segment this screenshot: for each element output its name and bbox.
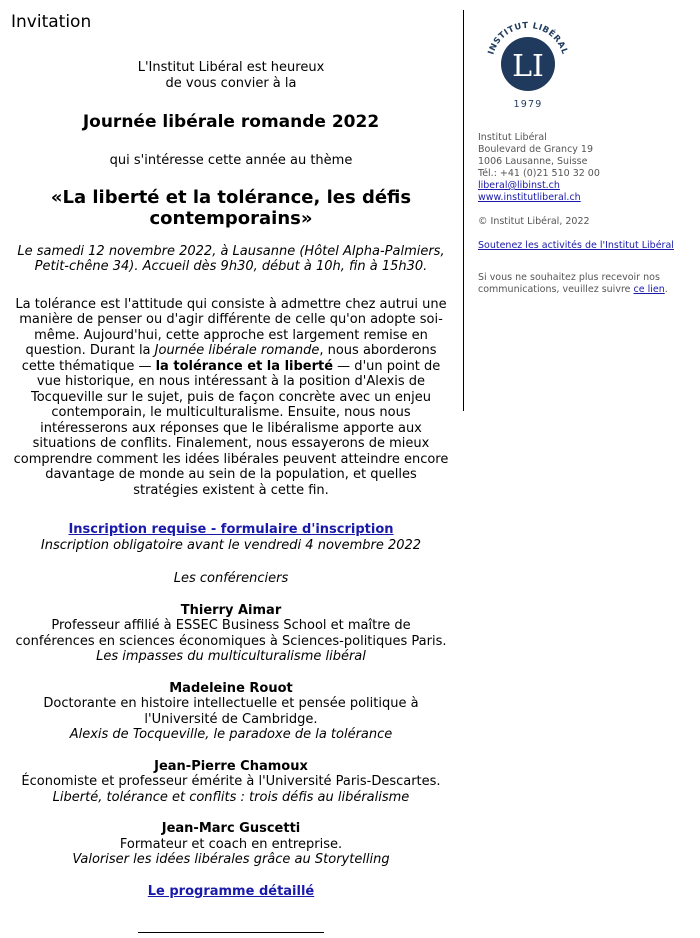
contact-block [478,132,678,204]
logo-letter: LI [512,49,544,84]
copyright: © Institut Libéral, 2022 [478,216,590,227]
registration-note: Inscription obligatoire avant le vendredi 4 novembre 2022 [40,537,422,553]
page-title: Invitation [11,12,92,32]
column-divider [463,10,464,411]
org-name: Institut Libéral [478,132,547,143]
description-paragraph [12,297,450,499]
address-line-2: 1006 Lausanne, Suisse [478,156,588,167]
speaker-card [12,821,450,868]
description-bold: la tolérance et la liberté [155,358,334,374]
speaker-card [12,681,450,743]
speaker-talk: Liberté, tolérance et conflits : trois défis au libéralisme [52,789,410,805]
bottom-divider [138,932,324,933]
email-link[interactable]: liberal@libinst.ch [478,180,560,191]
sidebar [478,12,678,306]
speaker-talk: Valoriser les idées libérales grâce au Storytelling [72,852,390,867]
speaker-bio: Professeur affilié à ESSEC Business School et maître de conférences en sciences économiques à Sciences-politiques Paris. [15,618,447,649]
institut-liberal-logo [478,12,578,112]
event-details: Le samedi 12 novembre 2022, à Lausanne (Hôtel Alpha-Palmiers, Petit-chêne 34). Accueil dès 9h30, début à 10h, fin à 15h30. [17,243,445,274]
program-link[interactable]: Le programme détaillé [147,883,315,899]
phone: Tél.: +41 (0)21 510 32 00 [478,168,600,179]
speaker-bio: Économiste et professeur émérite à l'Université Paris-Descartes. [21,774,441,789]
website-link[interactable]: www.institutliberal.ch [478,192,581,203]
speaker-name: Jean-Pierre Chamoux [154,758,308,774]
unsubscribe-end: . [664,284,668,295]
intro-line-1: L'Institut Libéral est heureux [137,60,325,75]
theme-title: «La liberté et la tolérance, les défis contemporains» [50,186,412,229]
speaker-name: Thierry Aimar [180,602,282,618]
description-italic: Journée libérale romande [154,343,320,358]
speaker-talk: Alexis de Tocqueville, le paradoxe de la tolérance [69,727,393,742]
registration-link[interactable]: Inscription requise - formulaire d'inscription [68,522,394,537]
unsubscribe-link[interactable]: ce lien [633,284,665,295]
theme-intro: qui s'intéresse cette année au thème [109,153,353,168]
unsubscribe-note [478,272,678,296]
speaker-name: Madeleine Rouot [169,680,293,696]
speaker-card [12,759,450,806]
support-link[interactable]: Soutenez les activités de l'Institut Libéral [478,240,674,251]
speaker-name: Jean-Marc Guscetti [161,821,301,836]
speakers-heading: Les conférenciers [173,571,289,586]
description-part-1: La tolérance est l'attitude qui consiste à admettre chez autrui une manière de penser ou d'agir différente de celle qu'on adopte soi-même. Aujourd'hui, cette approche est largement remise en question. Durant la [15,296,447,358]
speaker-bio: Doctorante en histoire intellectuelle et pensée politique à l'Université de Cambridge. [43,696,419,727]
logo-ring-text: INSTITUT LIBÉRAL [485,19,571,56]
description-part-3: — d'un point de vue historique, en nous intéressant à la position d'Alexis de Tocqueville sur le sujet, puis de façon concrète avec un enjeu contemporain, le multiculturalisme. Ensuite, nous nous intéresserons aux réponses que le libéralisme apporte aux situations de conflits. Finalement, nous essayerons de mieux comprendre comment les idées libérales peuvent atteindre encore davantage de monde au sein de la population, et quelles stratégies existent à cette fin. [13,358,449,498]
speaker-talk: Les impasses du multiculturalisme libéral [96,649,366,664]
speaker-bio: Formateur et coach en entreprise. [119,836,343,852]
address-line-1: Boulevard de Grancy 19 [478,144,594,155]
event-name: Journée libérale romande 2022 [82,112,380,132]
unsubscribe-text: Si vous ne souhaitez plus recevoir nos communications, veuillez suivre [478,272,660,295]
invitation-body [12,60,450,899]
intro-line-2: de vous convier à la [165,75,297,91]
description-part-2: , nous aborderons cette thématique — [21,343,437,374]
logo-year: 1979 [513,99,543,110]
speaker-card [12,603,450,665]
